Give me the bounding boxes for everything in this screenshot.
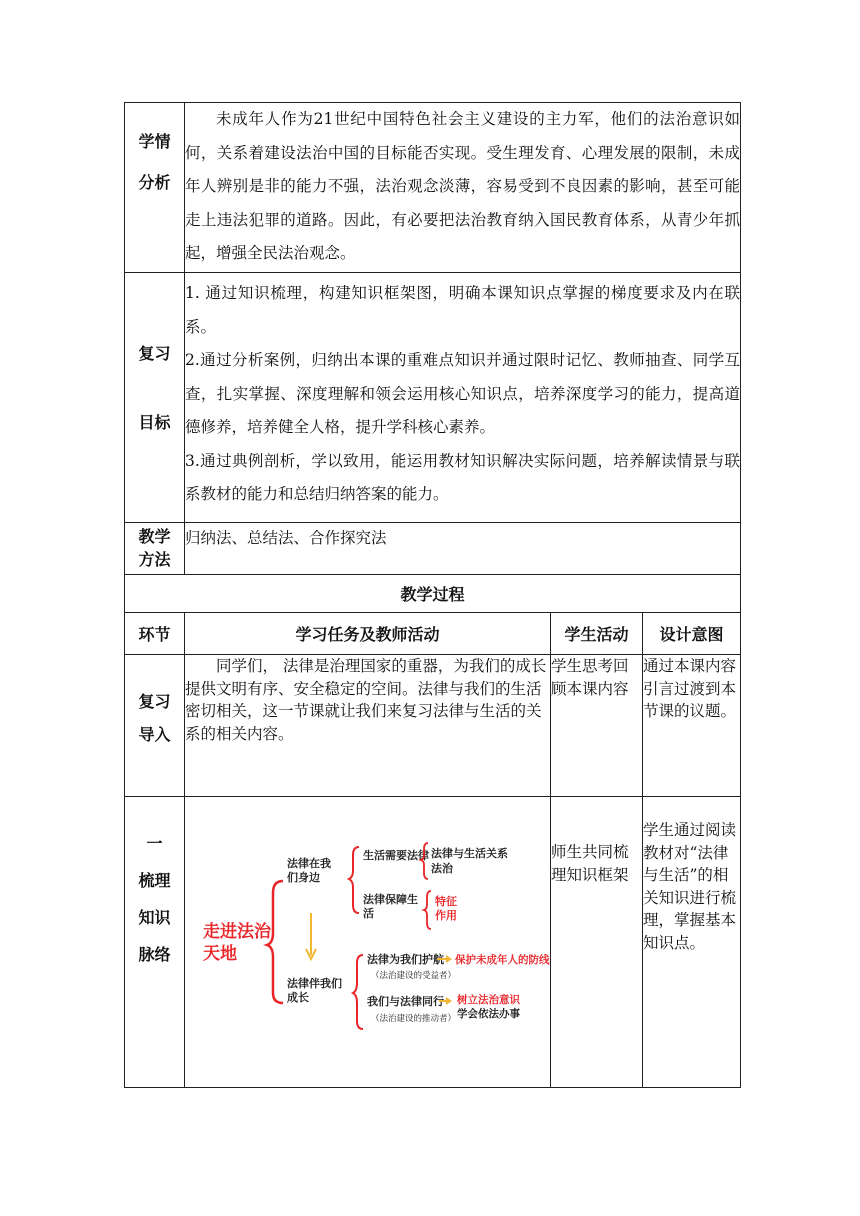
branch2-sub2-result2: 学会依法办事 bbox=[457, 1008, 520, 1020]
col-student-header: 学生活动 bbox=[551, 613, 643, 655]
right-arrowhead-icon bbox=[446, 955, 452, 963]
column-header-row bbox=[125, 613, 741, 655]
branch2-brace bbox=[353, 955, 363, 1029]
branch1-sub2-line2: 活 bbox=[363, 908, 374, 920]
teaching-method-label: 教学 方法 bbox=[125, 523, 185, 575]
student-analysis-label: 学情 分析 bbox=[125, 103, 185, 273]
lesson-plan-table bbox=[124, 102, 741, 1088]
student-analysis-row bbox=[125, 103, 741, 273]
branch1-line1: 法律在我 bbox=[287, 858, 331, 870]
process-title-row bbox=[125, 575, 741, 613]
teaching-method-row bbox=[125, 523, 741, 575]
table-row bbox=[125, 797, 741, 1088]
col-stage-header: 环节 bbox=[125, 613, 185, 655]
root-brace bbox=[267, 881, 283, 1003]
sub1-leaf2: 法治 bbox=[431, 863, 453, 875]
branch1-sub2-line1: 法律保障生 bbox=[363, 894, 418, 906]
process-title: 教学过程 bbox=[125, 575, 741, 613]
table-row bbox=[125, 655, 741, 797]
goal-item-3: 3.通过典例剖析，学以致用，能运用教材知识解决实际问题，培养解读情景与联系教材的能力和总结归纳答案的能力。 bbox=[185, 451, 741, 503]
goal-item-2: 2.通过分析案例，归纳出本课的重难点知识并通过限时记忆、教师抽查、同学互查，扎实掌握、深度理解和领会运用核心知识点，培养深度学习的能力，提高道德修养，培养健全人格，提升学科核心素养。 bbox=[185, 351, 741, 436]
design-intent: 通过本课内容引言过渡到本节课的议题。 bbox=[643, 655, 741, 797]
branch2-line2: 成长 bbox=[287, 992, 309, 1004]
branch2-sub2-result1: 树立法治意识 bbox=[457, 994, 520, 1006]
student-activity: 师生共同梳理知识框架 bbox=[551, 797, 643, 1088]
sub2-brace bbox=[424, 891, 431, 929]
review-goals-label: 复习 目标 bbox=[125, 273, 185, 523]
branch2-sub1: 法律为我们护航 bbox=[367, 954, 444, 966]
review-goals-row bbox=[125, 273, 741, 523]
mindmap-root-line1: 走进法治 bbox=[203, 922, 271, 941]
goal-item-1: 1. 通过知识梳理，构建知识框架图，明确本课知识点掌握的梯度要求及内在联系。 bbox=[185, 284, 741, 336]
col-intent-header: 设计意图 bbox=[643, 613, 741, 655]
branch2-sub2-note: （法治建设的推动者） bbox=[371, 1013, 457, 1023]
knowledge-mindmap bbox=[185, 797, 551, 1083]
design-intent: 学生通过阅读教材对“法律与生活”的相关知识进行梳理，掌握基本知识点。 bbox=[643, 797, 741, 1088]
branch1-brace bbox=[349, 847, 359, 913]
branch2-line1: 法律伴我们 bbox=[287, 978, 342, 990]
col-task-header: 学习任务及教师活动 bbox=[185, 613, 551, 655]
student-analysis-text: 未成年人作为21世纪中国特色社会主义建设的主力军，他们的法治意识如何，关系着建设法治中国的目标能否实现。受生理发育、心理发展的限制，未成年人辨别是非的能力不强，法治观念淡薄，容易受到不良因素的影响，甚至可能走上违法犯罪的道路。因此，有必要把法治教育纳入国民教育体系，从青少年抓起，增强全民法治观念。 bbox=[185, 103, 741, 273]
task-text: 同学们， 法律是治理国家的重器，为我们的成长提供文明有序、安全稳定的空间。法律与我们的生活密切相关，这一节课就让我们来复习法律与生活的关系的相关内容。 bbox=[185, 655, 551, 797]
review-goals-text bbox=[185, 273, 741, 523]
branch1-line2: 们身边 bbox=[287, 872, 320, 884]
stage-label: 一 梳理 知识 脉络 bbox=[125, 797, 185, 1088]
sub2-leaf2: 作用 bbox=[435, 910, 457, 922]
knowledge-map-cell bbox=[185, 797, 551, 1088]
sub1-leaf1: 法律与生活关系 bbox=[431, 848, 508, 860]
branch1-sub1: 生活需要法律 bbox=[363, 850, 429, 862]
mindmap-root-line2: 天地 bbox=[203, 944, 237, 963]
branch2-sub1-note: （法治建设的受益者） bbox=[371, 970, 457, 980]
branch2-sub2: 我们与法律同行 bbox=[367, 996, 444, 1008]
student-activity: 学生思考回顾本课内容 bbox=[551, 655, 643, 797]
branch2-sub1-result: 保护未成年人的防线 bbox=[455, 954, 550, 966]
sub2-leaf1: 特征 bbox=[435, 896, 457, 908]
stage-label: 复习 导入 bbox=[125, 655, 185, 797]
teaching-method-text: 归纳法、总结法、合作探究法 bbox=[185, 523, 741, 575]
right-arrowhead-icon-2 bbox=[446, 997, 452, 1005]
